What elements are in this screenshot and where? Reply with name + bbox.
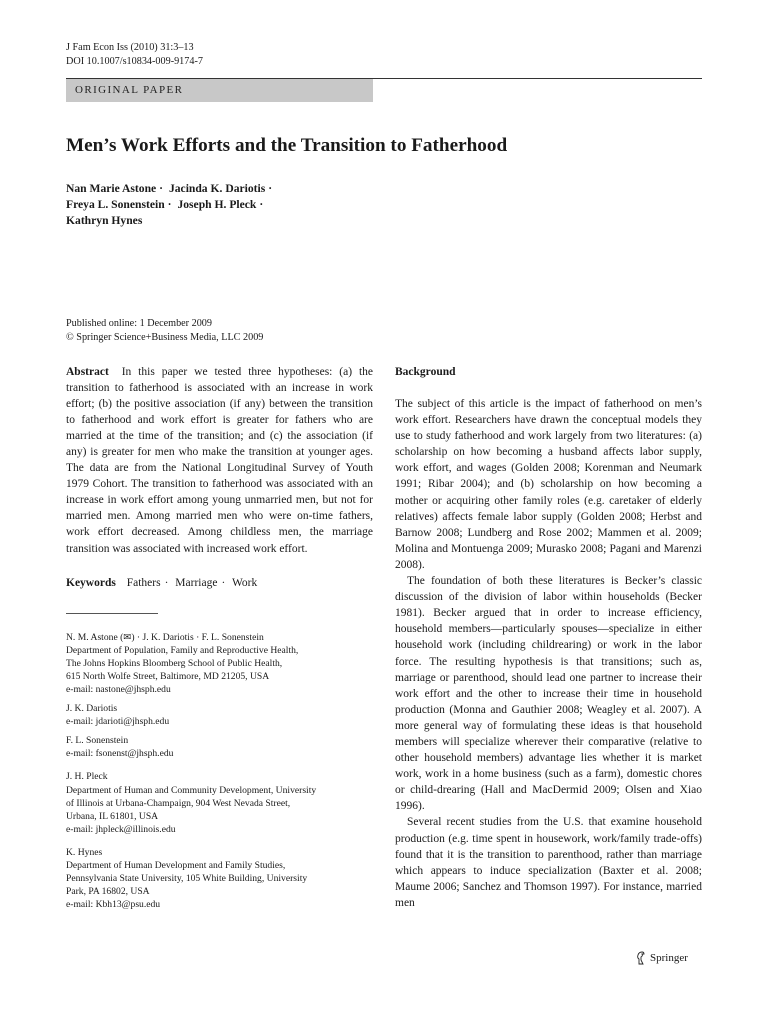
published-date: Published online: 1 December 2009 xyxy=(66,318,212,329)
paragraph: The subject of this article is the impact of fatherhood on men’s work effort. Researchers have drawn the conceptual models they use to study fatherhood and work largely from two literatures: (a) scholarship on how becoming a husband affects labor supply, work effort, and wages (Golden 2008; Korenman and Neumark 1991; Ribar 2004); and (b) scholarship on how becoming a mother or acquiring other family roles (e.g. caretaker of elderly relatives) affects female labor supply (Golden 2008; Herbst and Barnow 2008; Lundberg and Rose 2002; Mammen et al. 2009; Molina and Montuenga 2009; Murasko 2008; Pagani and Marenzi 2008). xyxy=(395,398,702,571)
affiliation-block xyxy=(66,734,373,760)
affiliation-line: The Johns Hopkins Bloomberg School of Public Health, xyxy=(66,657,283,669)
article-type-banner: ORIGINAL PAPER xyxy=(66,79,373,102)
affiliation-line: Department of Population, Family and Reproductive Health, xyxy=(66,644,299,656)
affiliation-block xyxy=(66,770,373,835)
affiliation-block xyxy=(66,631,373,696)
section-heading: Background xyxy=(395,366,456,378)
right-column xyxy=(395,364,702,911)
affiliation-line: J. H. Pleck xyxy=(66,771,108,783)
email-link[interactable]: e-mail: fsonenst@jhsph.edu xyxy=(66,748,174,760)
author-name[interactable]: Jacinda K. Dariotis xyxy=(168,182,266,195)
email-link[interactable]: e-mail: jhpleck@illinois.edu xyxy=(66,823,176,835)
author-name[interactable]: Kathryn Hynes xyxy=(66,214,143,227)
affiliation-line: K. Hynes xyxy=(66,846,103,858)
affiliation-block xyxy=(66,846,373,911)
journal-citation xyxy=(66,41,203,69)
copyright-line: © Springer Science+Business Media, LLC 2009 xyxy=(66,332,264,343)
affiliations xyxy=(66,631,373,912)
keyword[interactable]: Marriage xyxy=(175,576,218,589)
keyword[interactable]: Work xyxy=(231,576,258,589)
doi-line[interactable]: DOI 10.1007/s10834-009-9174-7 xyxy=(66,56,203,67)
affiliation-line: F. L. Sonenstein xyxy=(66,735,129,747)
affiliation-line: Urbana, IL 61801, USA xyxy=(66,810,159,822)
footnote-rule xyxy=(66,613,158,614)
affiliation-block xyxy=(66,702,373,728)
affiliation-line: Department of Human Development and Family Studies, xyxy=(66,859,286,871)
publication-info xyxy=(66,317,263,345)
affiliation-line: 615 North Wolfe Street, Baltimore, MD 21205, USA xyxy=(66,670,270,682)
left-column xyxy=(66,364,373,917)
affiliation-line: of Illinois at Urbana-Champaign, 904 West Nevada Street, xyxy=(66,797,291,809)
author-name[interactable]: Joseph H. Pleck xyxy=(177,198,257,211)
abstract-label: Abstract xyxy=(66,366,109,378)
springer-horse-icon xyxy=(636,951,646,965)
publisher-logo xyxy=(636,951,688,965)
abstract-text: In this paper we tested three hypotheses: (a) the transition to fatherhood is associated with an increase in work effort; (b) the positive association (if any) between the transition to fatherhood and work effort is greater for fathers who are married at the time of the transition; and (c) the association (if any) is greater for men who make the transition at younger ages. The data are from the National Longitudinal Survey of Youth 1979 Cohort. The transition to fatherhood was associated with an increase in work effort among young unmarried men, but not for married men. Among married men who were on-time fathers, work effort decreased. Among childless men, the marriage transition was associated with increased work effort. xyxy=(66,366,374,555)
abstract xyxy=(66,364,373,557)
author-name[interactable]: Nan Marie Astone xyxy=(66,182,157,195)
section-body xyxy=(395,396,702,911)
email-link[interactable]: e-mail: jdarioti@jhsph.edu xyxy=(66,716,170,728)
paragraph: The foundation of both these literatures is Becker’s classic discussion of the division of labor within households (Becker 1981). Becker argued that in order to increase efficiency, household members—particularly spouses—specialize in either household work (including childrearing) or work in the labor force. The resulting hypothesis is that transitions; such as, marriage or parenthood, should lead one partner to increase their work effort and the other to increase their time in household production (Monna and Gauthier 2008; Weagley et al. 2007). A more general way of formulating these ideas is that household members will specialize wherever their comparative (relative to other household members) advantage lies whether it is market work, work in a home business (such as a farm), domestic chores or child-drearing (Hall and MacDermid 2009; Olsen and Xiao 1996). xyxy=(395,575,702,813)
keyword[interactable]: Fathers xyxy=(126,576,161,589)
affiliation-line: N. M. Astone (✉) · J. K. Dariotis · F. L. Sonenstein xyxy=(66,631,264,643)
paragraph: Several recent studies from the U.S. that examine household production (e.g. time spent in housework, work/family trade-offs) found that it is the transition to parenthood, rather than marriage which appears to induce specialization (Baxter et al. 2008; Maume 2006; Sanchez and Thomson 1997). For instance, married men xyxy=(395,816,702,909)
affiliation-line: Department of Human and Community Development, University xyxy=(66,784,317,796)
journal-line: J Fam Econ Iss (2010) 31:3–13 xyxy=(66,42,194,53)
email-link[interactable]: e-mail: nastone@jhsph.edu xyxy=(66,683,171,695)
publisher-name: Springer xyxy=(650,952,688,964)
keywords: Keywords Fathers · Marriage · Work xyxy=(66,576,258,589)
affiliation-line: Park, PA 16802, USA xyxy=(66,886,150,898)
affiliation-line: Pennsylvania State University, 105 White Building, University xyxy=(66,873,308,885)
email-link[interactable]: e-mail: Kbh13@psu.edu xyxy=(66,899,161,911)
affiliation-line: J. K. Dariotis xyxy=(66,703,118,715)
author-list: Nan Marie Astone · Jacinda K. Dariotis · Freya L. Sonenstein · Joseph H. Pleck · Kathryn Hynes xyxy=(66,182,273,227)
author-name[interactable]: Freya L. Sonenstein xyxy=(66,198,165,211)
keywords-label: Keywords xyxy=(66,576,116,589)
article-title: Men’s Work Efforts and the Transition to Fatherhood xyxy=(66,135,508,156)
